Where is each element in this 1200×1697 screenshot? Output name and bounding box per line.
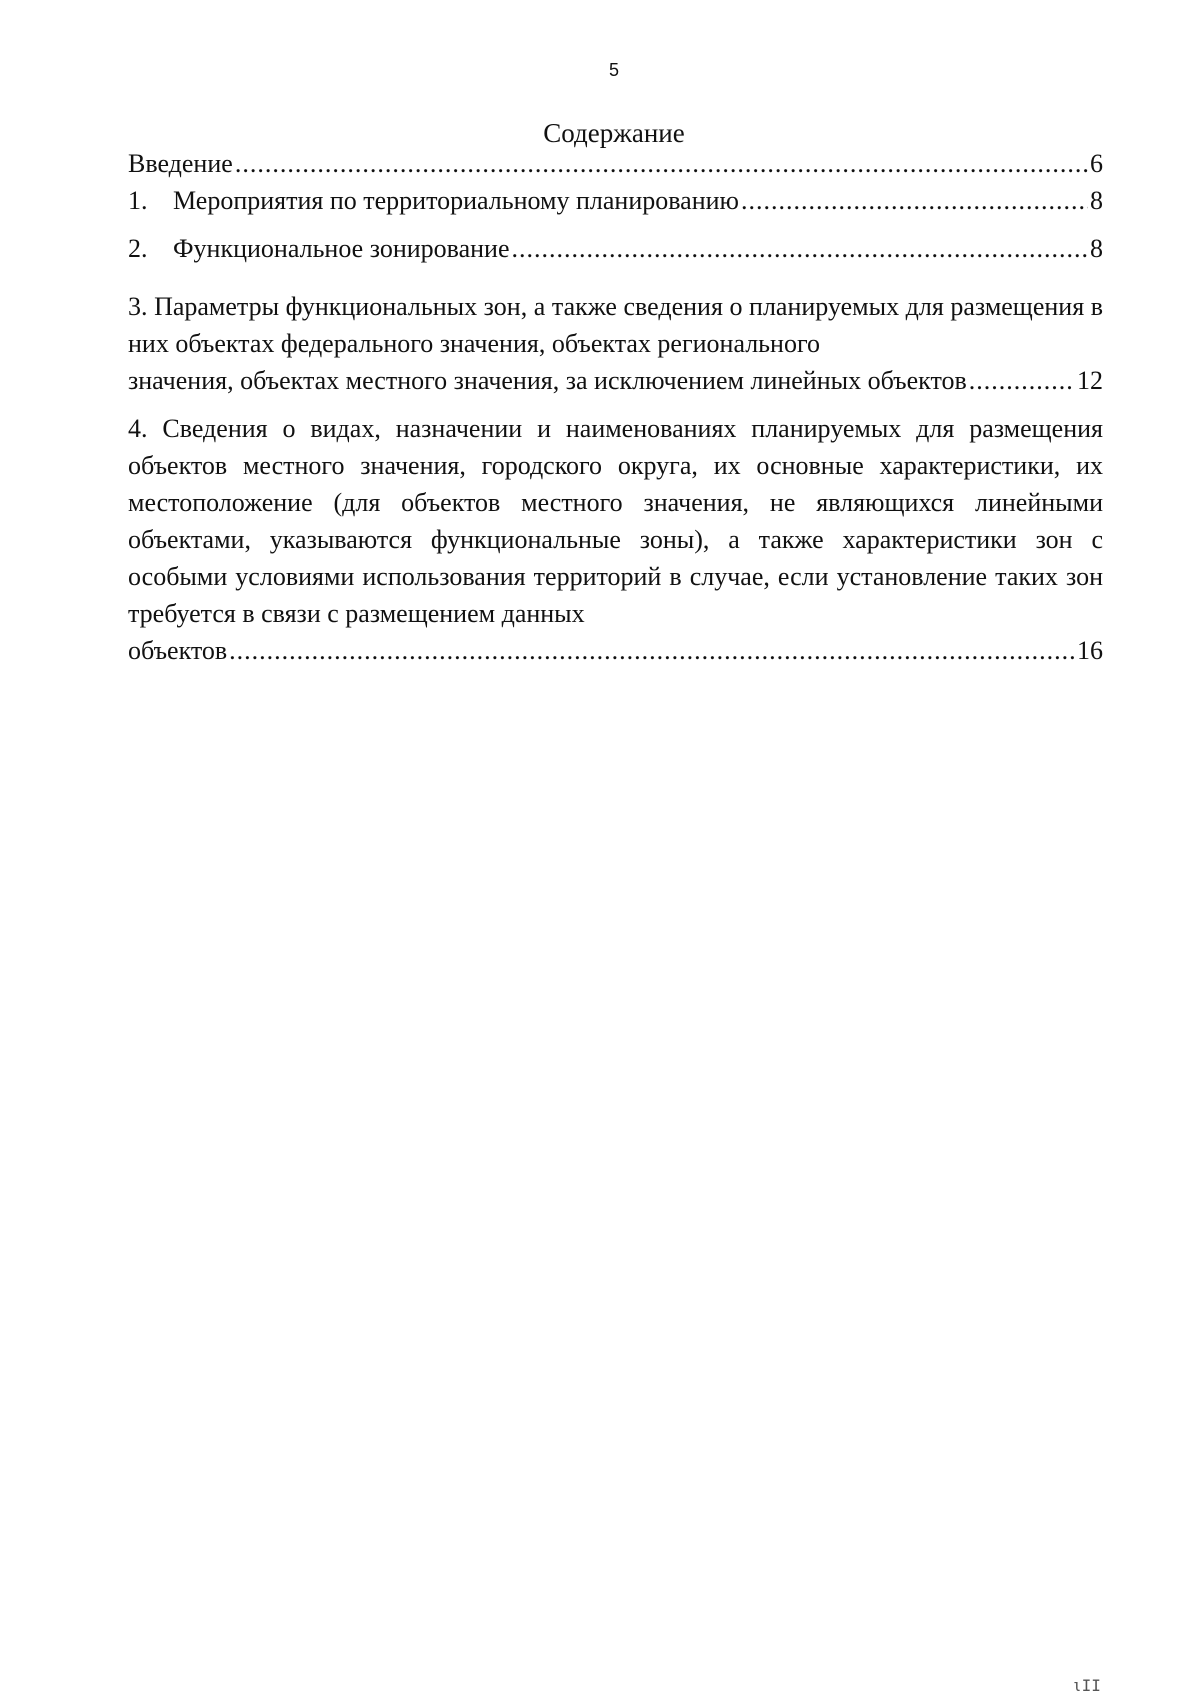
toc-entry-number: 3. bbox=[128, 292, 148, 321]
toc-entry-page: 6 bbox=[1090, 149, 1103, 178]
toc-entry-number: 1. bbox=[128, 186, 148, 215]
toc-entry-2[interactable] bbox=[128, 230, 1103, 267]
toc-entry-number: 2. bbox=[128, 234, 148, 263]
dot-leader bbox=[512, 230, 1089, 267]
toc-entry-label: Сведения о видах, назначении и наименованиях планируемых для размещения объектов местного значения, городского округа, их основные характеристики, их местоположение (для объектов местного значения, не являющихся линейными объектами, указываются функциональные зоны), а также характеристики зон с особыми условиями использования территорий в случае, если установление таких зон требуется в связи с размещением данных bbox=[128, 414, 1104, 628]
toc-entry-page: 16 bbox=[1077, 636, 1103, 665]
toc-entry-4[interactable] bbox=[128, 410, 1103, 669]
toc-entry-number: 4. bbox=[128, 414, 148, 443]
toc-entry-1[interactable] bbox=[128, 182, 1103, 219]
toc-entry-introduction[interactable] bbox=[128, 145, 1103, 182]
toc-entry-page: 8 bbox=[1090, 234, 1103, 263]
scan-mark: ιII bbox=[1072, 1676, 1101, 1695]
toc-title: Содержание bbox=[543, 118, 685, 148]
toc-entry-label-last-line: объектов bbox=[128, 636, 228, 665]
dot-leader bbox=[969, 362, 1075, 399]
toc-entry-label: Параметры функциональных зон, а также сведения о планируемых для размещения в них объектах федерального значения, объектах регионального bbox=[128, 292, 1103, 358]
page-number: 5 bbox=[608, 60, 619, 80]
toc-entry-3[interactable] bbox=[128, 288, 1103, 399]
toc-entry-label: Введение bbox=[128, 149, 233, 178]
toc-entry-label-last-line: значения, объектах местного значения, за исключением линейных объектов bbox=[128, 366, 967, 395]
dot-leader bbox=[235, 145, 1088, 182]
toc-entry-label: Мероприятия по территориальному планированию bbox=[173, 186, 739, 215]
toc-entry-page: 12 bbox=[1077, 366, 1103, 395]
dot-leader bbox=[741, 182, 1088, 219]
dot-leader bbox=[229, 632, 1075, 669]
toc-entry-page: 8 bbox=[1090, 186, 1103, 215]
toc-entry-label: Функциональное зонирование bbox=[173, 234, 510, 263]
toc-entry-text bbox=[128, 288, 1103, 362]
toc-entry-text bbox=[128, 410, 1103, 632]
